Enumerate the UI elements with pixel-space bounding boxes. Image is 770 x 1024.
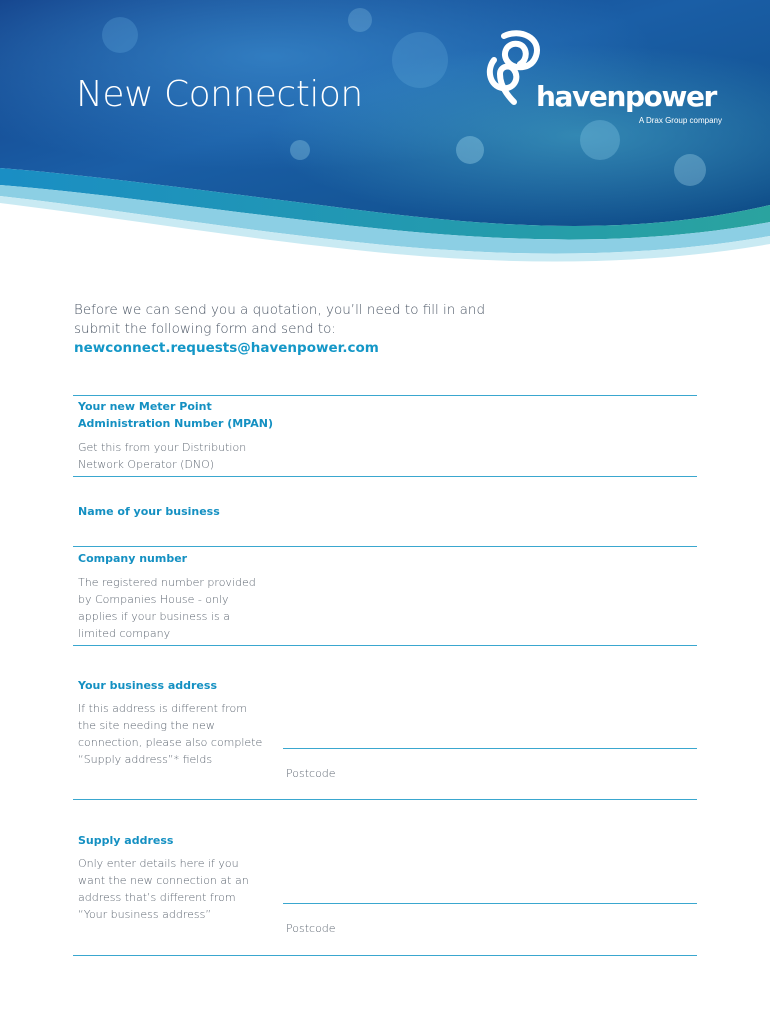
- mpan-help: Get this from your Distribution Network Operator (DNO): [78, 441, 247, 471]
- company-number-label: Company number: [78, 552, 188, 565]
- supply-address-field[interactable]: [283, 878, 697, 898]
- header-banner: [0, 0, 770, 270]
- intro-line-1: Before we can send you a quotation, you’ll need to fill in and: [74, 302, 486, 318]
- company-number-help: The registered number provided by Companies House - only applies if your business is a limited company: [78, 576, 256, 640]
- supply-address-label: Supply address: [78, 834, 174, 847]
- divider: [283, 748, 697, 749]
- company-number-field[interactable]: [283, 600, 697, 620]
- business-postcode-field[interactable]: [350, 766, 697, 786]
- intro-text: [74, 301, 494, 358]
- business-address-field[interactable]: [283, 724, 697, 744]
- supply-postcode-field[interactable]: [350, 921, 697, 941]
- page-title: New Connection: [76, 74, 363, 115]
- business-address-help: If this address is different from the site needing the new connection, please also complete “Supply address”* fields: [78, 702, 263, 766]
- email-link[interactable]: newconnect.requests@havenpower.com: [74, 340, 379, 356]
- intro-line-2: submit the following form and send to:: [74, 321, 336, 337]
- logo-tagline: A Drax Group company: [638, 116, 722, 125]
- divider: [283, 903, 697, 904]
- divider: [73, 395, 697, 396]
- supply-postcode-label: Postcode: [286, 922, 336, 935]
- divider: [73, 546, 697, 547]
- supply-address-help: Only enter details here if you want the new connection at an address that’s different from “Your business address”: [78, 857, 249, 921]
- business-postcode-label: Postcode: [286, 767, 336, 780]
- mpan-field[interactable]: [283, 440, 697, 460]
- havenpower-logo: [484, 30, 734, 130]
- mpan-label: Your new Meter Point Administration Number (MPAN): [78, 400, 273, 430]
- business-name-field[interactable]: [283, 504, 697, 524]
- logo-wordmark: havenpower: [536, 80, 716, 113]
- business-name-label: Name of your business: [78, 505, 220, 518]
- business-address-label: Your business address: [78, 679, 217, 692]
- divider: [73, 645, 697, 646]
- divider: [73, 476, 697, 477]
- divider: [73, 955, 697, 956]
- divider: [73, 799, 697, 800]
